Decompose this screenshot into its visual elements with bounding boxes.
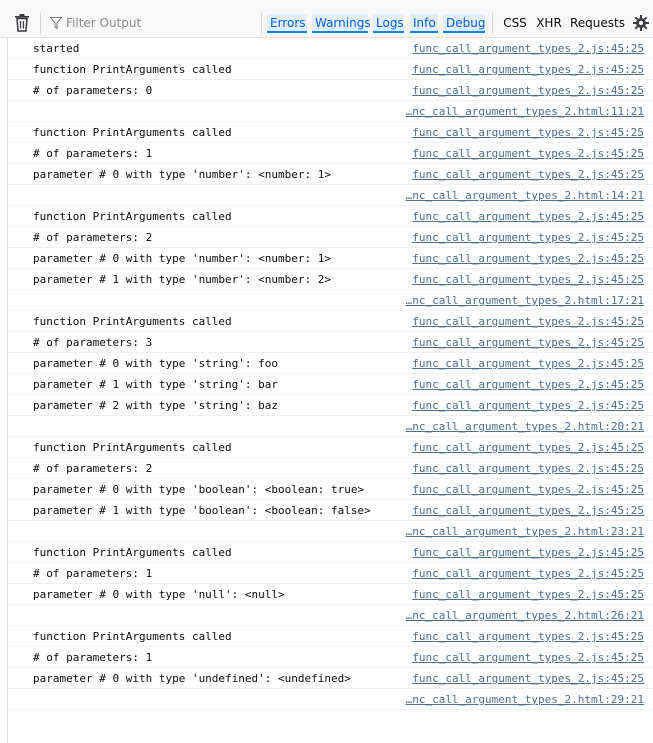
gear-icon[interactable] — [633, 15, 649, 31]
log-source-link[interactable]: func_call_argument_types_2.js:45:25 — [412, 336, 644, 349]
filter-icon — [50, 17, 62, 29]
filter-requests-button[interactable]: Requests — [570, 16, 625, 30]
log-source-link[interactable]: func_call_argument_types_2.js:45:25 — [412, 273, 644, 286]
log-row — [8, 437, 653, 458]
log-source-link[interactable]: func_call_argument_types_2.js:45:25 — [412, 84, 644, 97]
log-row — [8, 122, 653, 143]
log-message: function PrintArguments called — [33, 630, 232, 643]
log-message: # of parameters: 2 — [33, 231, 153, 244]
log-row — [8, 290, 653, 311]
log-source-link[interactable]: …nc_call_argument_types_2.html:20:21 — [405, 420, 644, 433]
log-row — [8, 332, 653, 353]
log-message: function PrintArguments called — [33, 126, 232, 139]
log-row — [8, 80, 653, 101]
log-row — [8, 164, 653, 185]
log-source-link[interactable]: func_call_argument_types_2.js:45:25 — [412, 42, 644, 55]
log-row — [8, 584, 653, 605]
toolbar-separator — [40, 12, 41, 34]
log-row — [8, 626, 653, 647]
log-source-link[interactable]: func_call_argument_types_2.js:45:25 — [412, 210, 644, 223]
log-source-link[interactable]: func_call_argument_types_2.js:45:25 — [412, 357, 644, 370]
log-row — [8, 647, 653, 668]
log-source-link[interactable]: func_call_argument_types_2.js:45:25 — [412, 399, 644, 412]
log-source-link[interactable]: func_call_argument_types_2.js:45:25 — [412, 168, 644, 181]
log-row — [8, 311, 653, 332]
log-source-link[interactable]: func_call_argument_types_2.js:45:25 — [412, 378, 644, 391]
log-source-link[interactable]: func_call_argument_types_2.js:45:25 — [412, 147, 644, 160]
log-message: parameter # 0 with type 'number': <number: 1> — [33, 252, 332, 265]
filter-css-button[interactable]: CSS — [503, 16, 527, 30]
log-row — [8, 101, 653, 122]
log-row — [8, 269, 653, 290]
filter-debug-button[interactable]: Debug — [443, 14, 485, 33]
log-message: parameter # 1 with type 'string': bar — [33, 378, 279, 391]
log-row — [8, 59, 653, 80]
log-source-link[interactable]: func_call_argument_types_2.js:45:25 — [412, 441, 644, 454]
console-output — [7, 38, 653, 743]
log-message: # of parameters: 0 — [33, 84, 153, 97]
log-row — [8, 206, 653, 227]
log-source-link[interactable]: func_call_argument_types_2.js:45:25 — [412, 483, 644, 496]
filter-xhr-button[interactable]: XHR — [536, 16, 562, 30]
toolbar-separator — [492, 12, 493, 34]
console-toolbar — [0, 0, 653, 38]
log-source-link[interactable]: …nc_call_argument_types_2.html:23:21 — [405, 525, 644, 538]
toolbar-separator — [261, 12, 262, 34]
filter-errors-button[interactable]: Errors — [267, 14, 307, 33]
log-row — [8, 500, 653, 521]
log-source-link[interactable]: func_call_argument_types_2.js:45:25 — [412, 588, 644, 601]
log-row — [8, 563, 653, 584]
log-message: function PrintArguments called — [33, 315, 232, 328]
log-source-link[interactable]: func_call_argument_types_2.js:45:25 — [412, 252, 644, 265]
log-row — [8, 668, 653, 689]
log-row — [8, 143, 653, 164]
log-message: # of parameters: 1 — [33, 567, 153, 580]
trash-icon[interactable] — [14, 14, 30, 32]
log-message: parameter # 0 with type 'string': foo — [33, 357, 279, 370]
log-message: # of parameters: 1 — [33, 147, 153, 160]
log-message: parameter # 0 with type 'null': <null> — [33, 588, 285, 601]
log-row — [8, 689, 653, 710]
log-message: parameter # 0 with type 'boolean': <boolean: true> — [33, 483, 365, 496]
log-source-link[interactable]: func_call_argument_types_2.js:45:25 — [412, 567, 644, 580]
log-row — [8, 185, 653, 206]
log-message: parameter # 0 with type 'number': <number: 1> — [33, 168, 332, 181]
log-message: function PrintArguments called — [33, 63, 232, 76]
log-row — [8, 353, 653, 374]
log-message: started — [33, 42, 80, 55]
log-row — [8, 374, 653, 395]
log-source-link[interactable]: func_call_argument_types_2.js:45:25 — [412, 231, 644, 244]
log-message: parameter # 2 with type 'string': baz — [33, 399, 279, 412]
log-row — [8, 416, 653, 437]
log-message: parameter # 0 with type 'undefined': <undefined> — [33, 672, 351, 685]
log-source-link[interactable]: func_call_argument_types_2.js:45:25 — [412, 546, 644, 559]
log-message: function PrintArguments called — [33, 546, 232, 559]
log-source-link[interactable]: …nc_call_argument_types_2.html:14:21 — [405, 189, 644, 202]
log-source-link[interactable]: func_call_argument_types_2.js:45:25 — [412, 462, 644, 475]
log-row — [8, 248, 653, 269]
log-source-link[interactable]: …nc_call_argument_types_2.html:17:21 — [405, 294, 644, 307]
log-message: function PrintArguments called — [33, 210, 232, 223]
log-message: function PrintArguments called — [33, 441, 232, 454]
filter-logs-button[interactable]: Logs — [373, 14, 404, 33]
log-row — [8, 395, 653, 416]
log-row — [8, 542, 653, 563]
log-row — [8, 227, 653, 248]
log-source-link[interactable]: func_call_argument_types_2.js:45:25 — [412, 315, 644, 328]
log-message: # of parameters: 2 — [33, 462, 153, 475]
log-row — [8, 38, 653, 59]
log-message: # of parameters: 1 — [33, 651, 153, 664]
log-source-link[interactable]: func_call_argument_types_2.js:45:25 — [412, 63, 644, 76]
log-source-link[interactable]: func_call_argument_types_2.js:45:25 — [412, 630, 644, 643]
log-row — [8, 458, 653, 479]
log-row — [8, 605, 653, 626]
log-row — [8, 521, 653, 542]
log-message: parameter # 1 with type 'number': <number: 2> — [33, 273, 332, 286]
log-message: # of parameters: 3 — [33, 336, 153, 349]
filter-warnings-button[interactable]: Warnings — [312, 14, 368, 33]
log-source-link[interactable]: …nc_call_argument_types_2.html:29:21 — [405, 693, 644, 706]
log-source-link[interactable]: …nc_call_argument_types_2.html:26:21 — [405, 609, 644, 622]
log-source-link[interactable]: func_call_argument_types_2.js:45:25 — [412, 672, 644, 685]
log-source-link[interactable]: func_call_argument_types_2.js:45:25 — [412, 651, 644, 664]
log-source-link[interactable]: func_call_argument_types_2.js:45:25 — [412, 504, 644, 517]
filter-output-input[interactable] — [62, 13, 260, 33]
log-source-link[interactable]: …nc_call_argument_types_2.html:11:21 — [405, 105, 644, 118]
log-source-link[interactable]: func_call_argument_types_2.js:45:25 — [412, 126, 644, 139]
log-message: parameter # 1 with type 'boolean': <boolean: false> — [33, 504, 371, 517]
filter-info-button[interactable]: Info — [410, 14, 438, 33]
log-row — [8, 479, 653, 500]
